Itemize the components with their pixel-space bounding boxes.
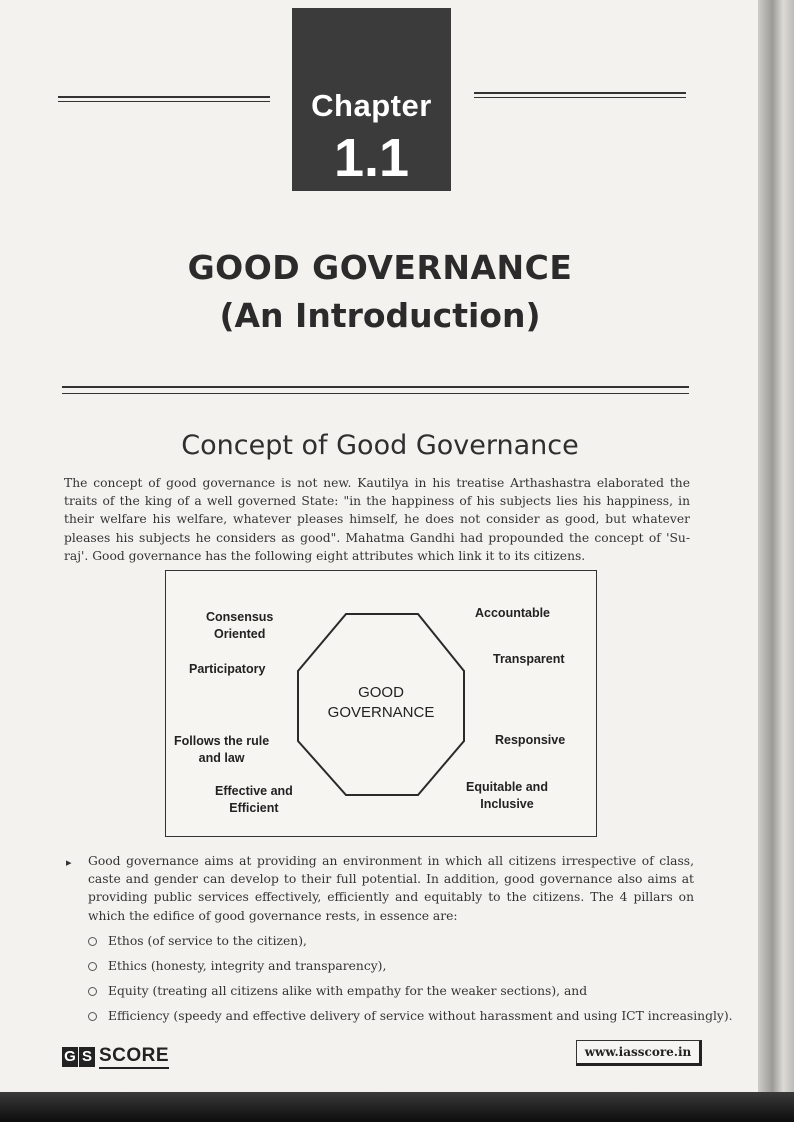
chapter-badge (292, 8, 451, 191)
logo-letter-g: G (62, 1047, 78, 1067)
attribute-equitable (466, 779, 548, 813)
chapter-number: 1.1 (333, 128, 410, 188)
website-url: www.iasscore.in (576, 1040, 702, 1066)
page-title-line2: (An Introduction) (219, 296, 541, 335)
section-heading: Concept of Good Governance (181, 430, 579, 461)
attribute-consensus (206, 609, 273, 643)
attribute-effective-line2: Efficient (229, 801, 279, 815)
page-edge-right (758, 0, 794, 1122)
list-item (86, 957, 706, 982)
title-rule (62, 386, 689, 388)
circle-bullet-icon (88, 937, 97, 946)
attribute-responsive: Responsive (495, 733, 566, 747)
attribute-effective-line1: Effective and (215, 784, 293, 798)
page-edge-bottom (0, 1092, 794, 1122)
attribute-equitable-line1: Equitable and (466, 780, 548, 794)
intro-paragraph: The concept of good governance is not new. Kautilya in his treatise Arthashastra elaborated the traits of the king of a well governed State: "in the happiness of his subjects lies his happiness, in their welfare his welfare, whatever pleases himself, he does not consider as good, but whatever pleases his subjects he considers as good". Mahatma Gandhi had propounded the concept of 'Su-raj'. Good governance has the following eight attributes which link it to its citizens. (64, 476, 690, 563)
attribute-rule-line2: and law (198, 751, 245, 765)
center-label-line1: GOOD (358, 684, 404, 701)
pillar-text: Ethics (honesty, integrity and transparency), (108, 959, 387, 973)
attribute-accountable: Accountable (475, 606, 551, 620)
page-title-line1: GOOD GOVERNANCE (187, 248, 573, 287)
attributes-diagram (165, 570, 597, 837)
attribute-consensus-line2: Oriented (213, 627, 266, 641)
bullet-arrow-icon: ▸ (66, 856, 72, 869)
list-item (86, 1007, 733, 1032)
header-rule-right (474, 92, 686, 94)
pillars-list (86, 932, 733, 1032)
chapter-word: Chapter (311, 88, 432, 123)
logo-word-score: SCORE (99, 1045, 169, 1069)
pillar-text: Equity (treating all citizens alike with empathy for the weaker sections), and (108, 984, 588, 998)
attribute-participatory: Participatory (189, 662, 266, 676)
circle-bullet-icon (88, 962, 97, 971)
center-label-line2: GOVERNANCE (327, 704, 435, 721)
list-item (86, 932, 706, 957)
gs-score-logo (62, 1046, 169, 1068)
attribute-equitable-line2: Inclusive (480, 797, 534, 811)
circle-bullet-icon (88, 987, 97, 996)
pillar-text: Ethos (of service to the citizen), (108, 934, 307, 948)
header-rule-right-thin (474, 97, 686, 98)
header-rule-left (58, 96, 270, 98)
header-rule-left-thin (58, 101, 270, 102)
title-rule-thin (62, 393, 689, 394)
logo-letter-s: S (79, 1047, 95, 1067)
circle-bullet-icon (88, 1012, 97, 1021)
attribute-consensus-line1: Consensus (206, 610, 274, 624)
pillar-text: Efficiency (speedy and effective delivery of service without harassment and using ICT increasingly). (108, 1009, 733, 1023)
attribute-effective (215, 783, 293, 817)
attribute-rule-of-law (174, 733, 269, 767)
attribute-transparent: Transparent (493, 652, 565, 666)
attribute-rule-line1: Follows the rule (174, 734, 270, 748)
list-item (86, 982, 706, 1007)
diagram-center-label (306, 683, 456, 723)
governance-aims-paragraph: Good governance aims at providing an environment in which all citizens irrespective of class, caste and gender can develop to their full potential. In addition, good governance also aims at providing public services effectively, efficiently and equitably to the citizens. The 4 pillars on which the edifice of good governance rests, in essence are: (88, 854, 694, 923)
